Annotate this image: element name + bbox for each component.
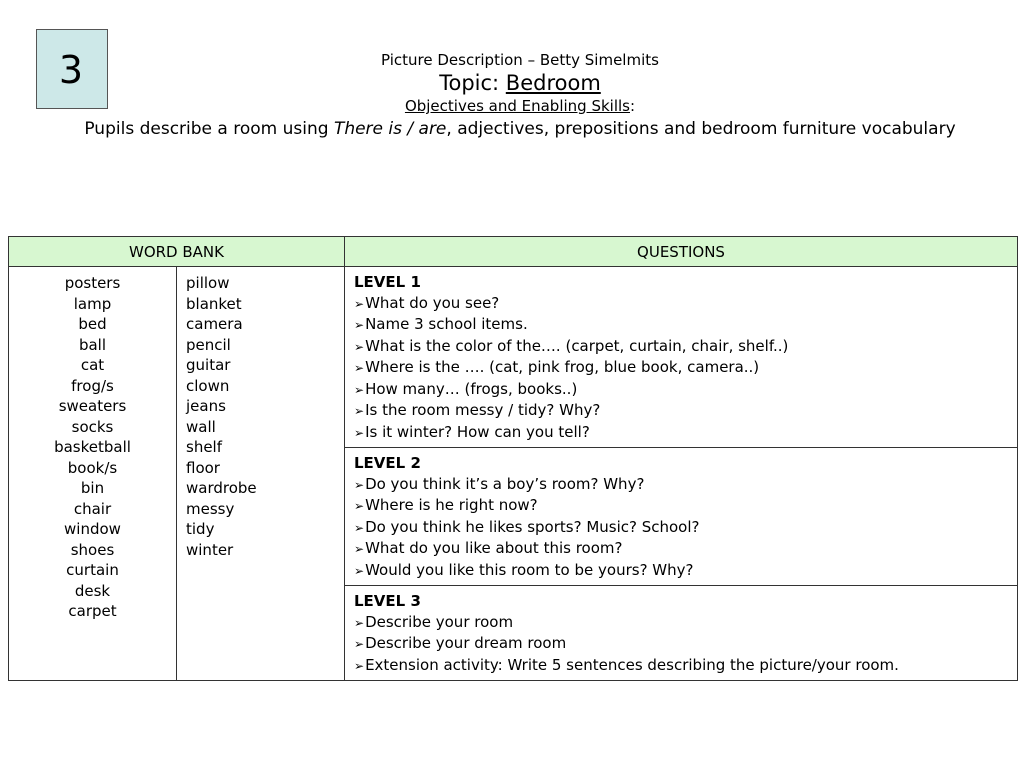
objectives-colon: :	[630, 97, 636, 115]
word-bank-item: posters	[64, 274, 121, 292]
word-bank-item: basketball	[54, 438, 131, 456]
word-bank-item: shelf	[186, 438, 222, 456]
word-bank-item: pillow	[186, 274, 230, 292]
word-bank-item: frog/s	[71, 376, 114, 395]
word-bank-item: pencil	[186, 335, 231, 354]
word-bank-item: blanket	[186, 294, 242, 313]
question-item: ➢ Would you like this room to be yours? Why?	[354, 560, 1007, 582]
word-bank-item: chair	[73, 499, 112, 518]
word-bank-item: winter	[186, 540, 234, 559]
description-start: Pupils describe a room using	[84, 119, 334, 139]
slide-number-box: 3	[36, 29, 108, 109]
word-bank-item: socks	[71, 417, 114, 436]
word-bank-header: WORD BANK	[9, 237, 345, 267]
word-bank-item: lamp	[73, 294, 112, 313]
word-bank-item: wardrobe	[186, 479, 257, 497]
question-item: ➢ What do you like about this room?	[354, 538, 1007, 560]
document-title: Picture Description – Betty Simelmits	[381, 51, 659, 69]
word-bank-column-2	[177, 267, 345, 681]
objectives-label: Objectives and Enabling Skills	[404, 97, 630, 115]
word-bank-item: bed	[78, 315, 107, 333]
question-item: ➢ Is it winter? How can you tell?	[354, 422, 1007, 444]
question-item: ➢ Describe your dream room	[354, 633, 1007, 655]
word-bank-item: cat	[80, 356, 105, 374]
question-item: ➢ Where is the …. (cat, pink frog, blue book, camera..)	[354, 357, 1007, 379]
level-title: LEVEL 1	[354, 273, 421, 291]
level-title: LEVEL 2	[354, 454, 421, 472]
word-bank-item: tidy	[186, 520, 215, 538]
word-bank-column-1	[9, 267, 177, 681]
word-bank-item: ball	[78, 335, 107, 354]
question-item: ➢ Is the room messy / tidy? Why?	[354, 400, 1007, 422]
objectives-description	[16, 116, 1024, 142]
question-item: ➢ Describe your room	[354, 612, 1007, 634]
description-italic: There is / are	[333, 119, 447, 139]
word-bank-item: clown	[186, 376, 230, 395]
topic-label: Topic:	[439, 71, 506, 95]
topic-line	[16, 70, 1024, 96]
header	[0, 50, 1024, 142]
question-item: ➢ Do you think it’s a boy’s room? Why?	[354, 474, 1007, 496]
word-bank-item: floor	[186, 458, 220, 477]
description-end: , adjectives, prepositions and bedroom furniture vocabulary	[446, 119, 956, 139]
question-item: ➢ Name 3 school items.	[354, 314, 1007, 336]
question-item: ➢ Extension activity: Write 5 sentences describing the picture/your room.	[354, 655, 1007, 677]
level-2-cell	[345, 448, 1018, 586]
topic-value: Bedroom	[505, 71, 601, 95]
question-item: ➢ Where is he right now?	[354, 495, 1007, 517]
word-bank-item: guitar	[186, 356, 231, 374]
question-item: ➢ Do you think he likes sports? Music? School?	[354, 517, 1007, 539]
level-title: LEVEL 3	[354, 592, 421, 610]
word-bank-item: bin	[80, 479, 105, 497]
word-bank-item: book/s	[67, 458, 118, 477]
word-bank-item: jeans	[186, 397, 226, 415]
questions-header: QUESTIONS	[345, 237, 1018, 267]
word-bank-item: camera	[186, 315, 243, 333]
question-item: ➢ How many… (frogs, books..)	[354, 379, 1007, 401]
word-bank-item: shoes	[70, 540, 115, 559]
word-bank-item: desk	[74, 581, 111, 600]
word-bank-questions-table	[8, 236, 1018, 681]
word-bank-item: curtain	[66, 561, 119, 579]
word-bank-item: sweaters	[58, 397, 127, 415]
word-bank-item: wall	[186, 417, 216, 436]
objectives-line	[16, 96, 1024, 116]
word-bank-item: window	[64, 520, 121, 538]
word-bank-item: messy	[186, 499, 235, 518]
level-3-cell	[345, 586, 1018, 681]
level-1-cell	[345, 267, 1018, 448]
question-item: ➢ What do you see?	[354, 293, 1007, 315]
word-bank-item: carpet	[68, 602, 117, 620]
question-item: ➢ What is the color of the…. (carpet, curtain, chair, shelf..)	[354, 336, 1007, 358]
